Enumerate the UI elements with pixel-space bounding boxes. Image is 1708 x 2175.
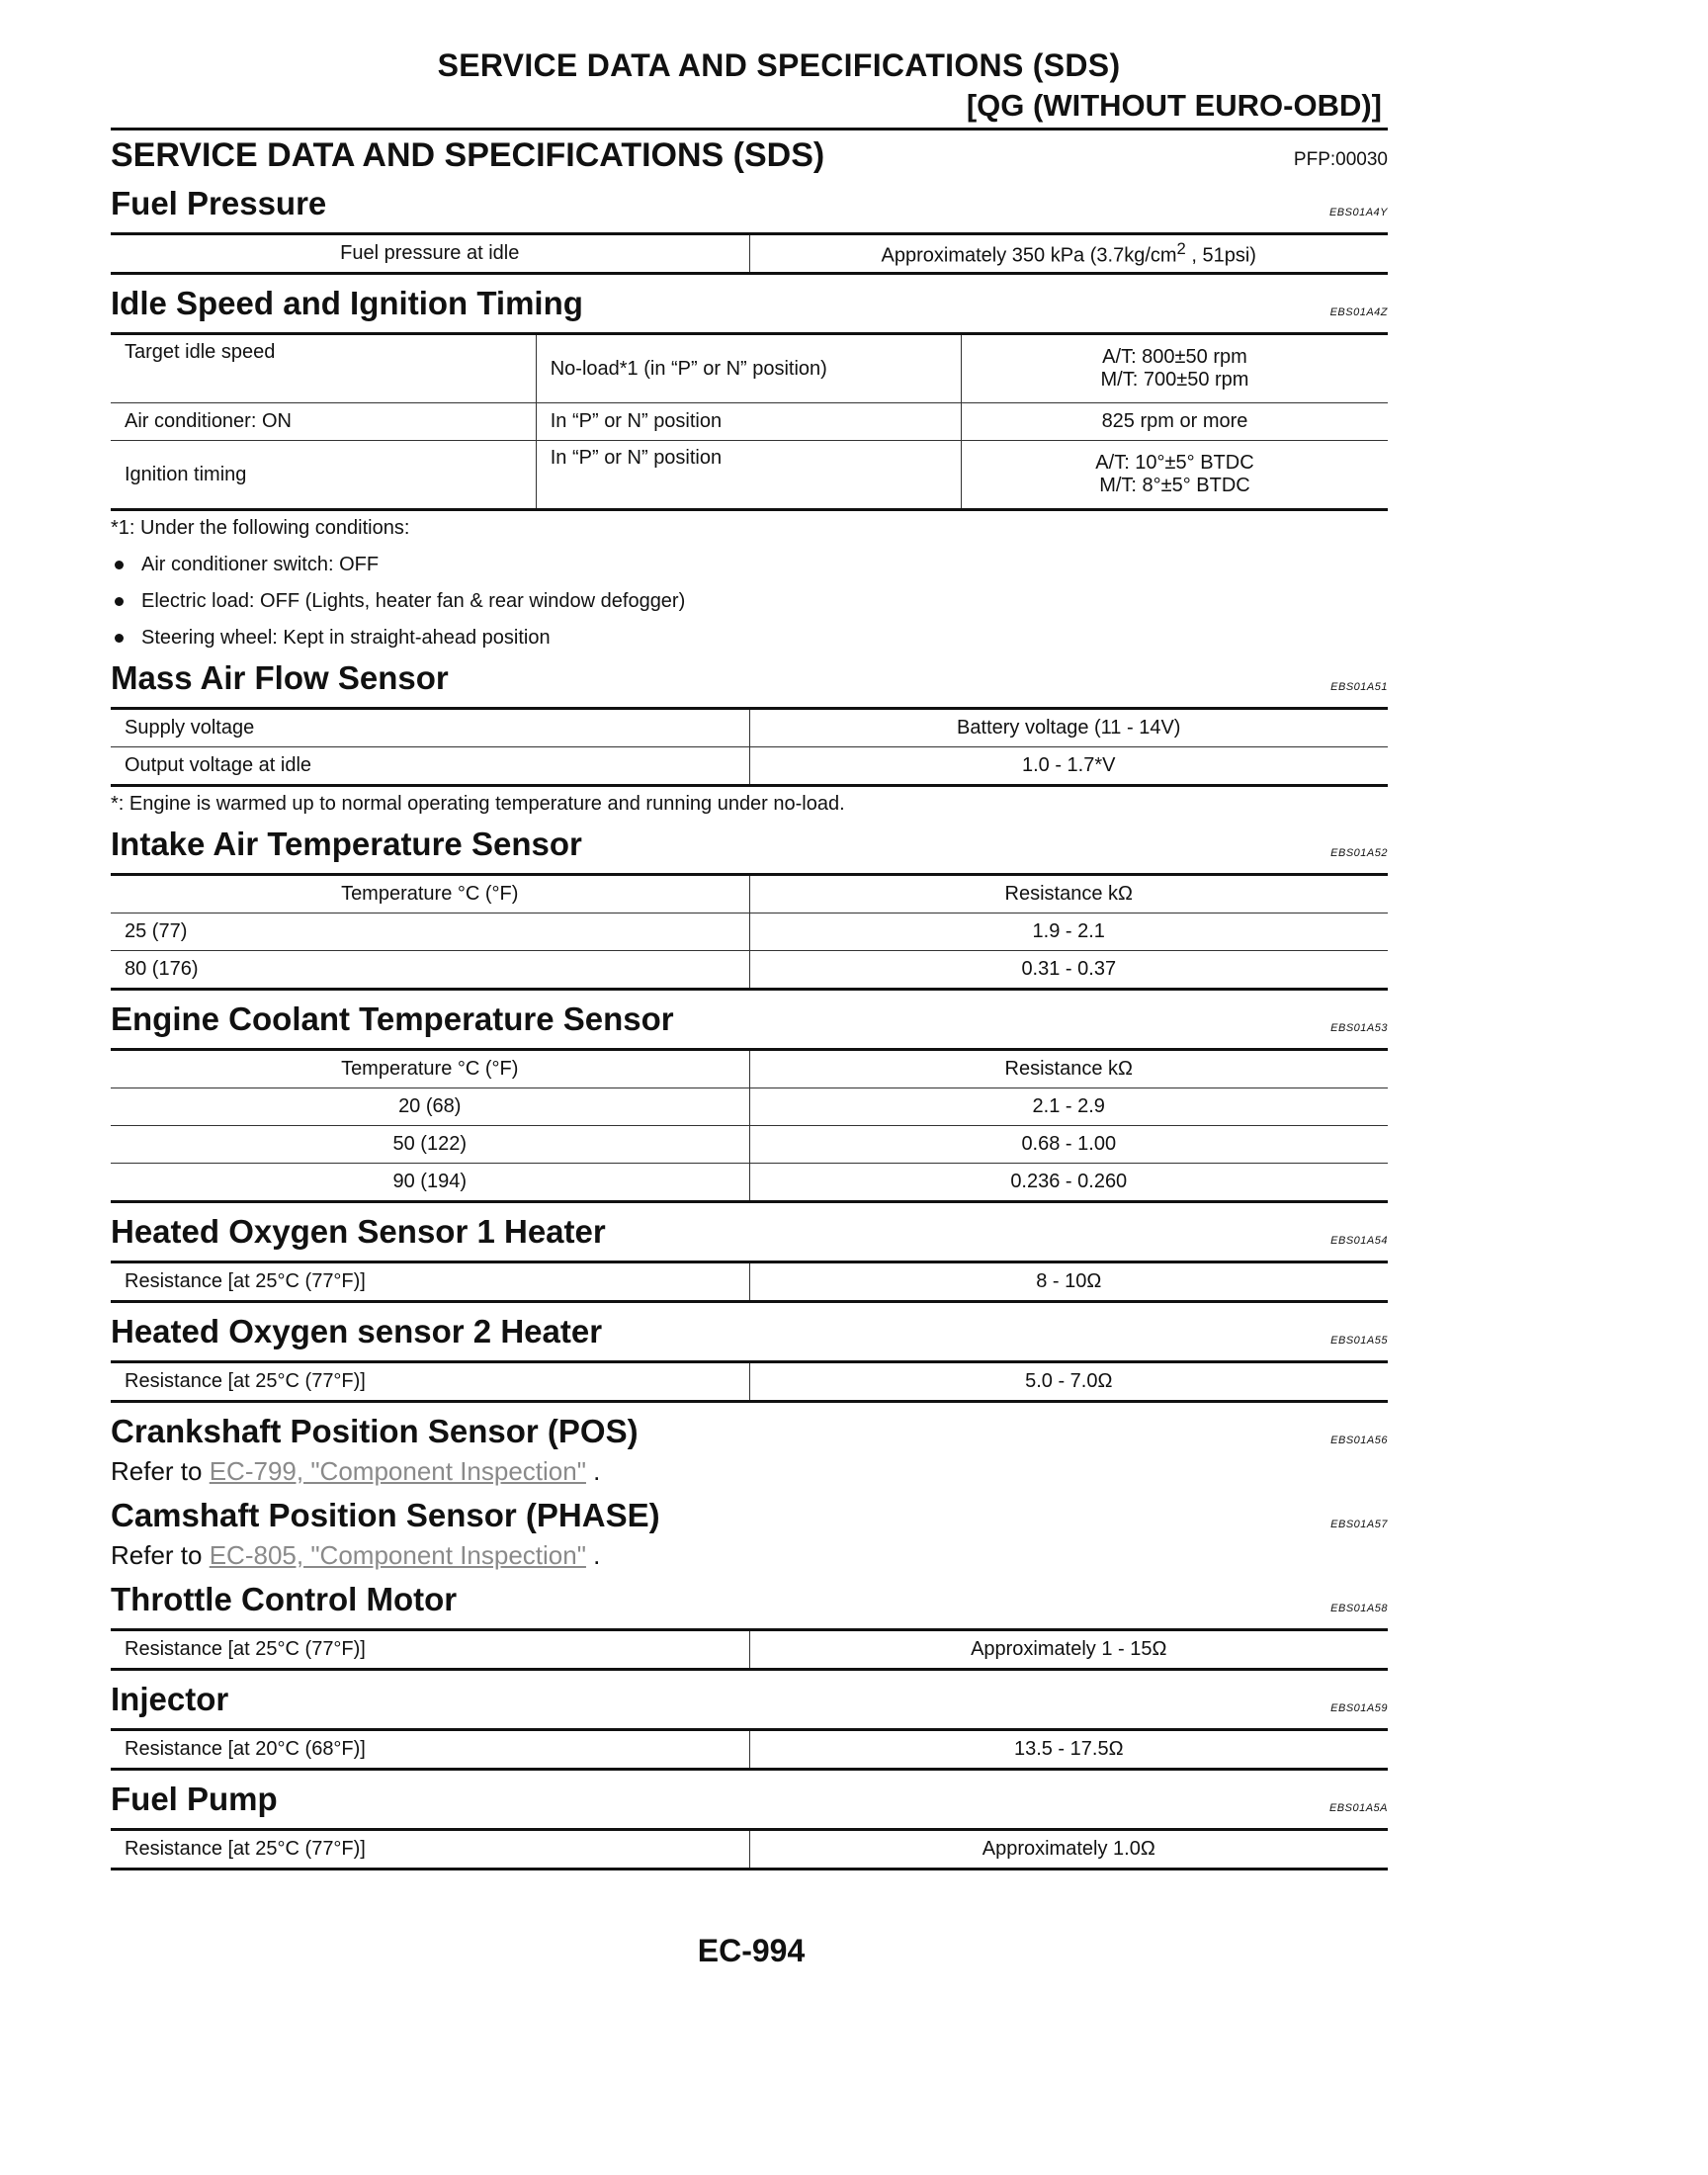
- cell: Output voltage at idle: [125, 754, 312, 776]
- header-rule: [111, 128, 1388, 130]
- list-item: Air conditioner switch: OFF: [111, 554, 1388, 576]
- cell: Resistance [at 20°C (68°F)]: [125, 1738, 366, 1760]
- list-item: Electric load: OFF (Lights, heater fan & rear window defogger): [111, 590, 1388, 613]
- table-row: [111, 747, 1388, 786]
- cell: In “P” or N” position: [536, 403, 961, 441]
- page-number: EC-994: [697, 1933, 806, 1968]
- pump-header: [111, 1781, 1388, 1818]
- cell: Battery voltage (11 - 14V): [749, 709, 1388, 747]
- ckp-title: Crankshaft Position Sensor (POS): [111, 1413, 639, 1449]
- pump-code: EBS01A5A: [1328, 1802, 1388, 1814]
- ho2s2-code: EBS01A55: [1330, 1335, 1388, 1347]
- ckp-header: [111, 1413, 1388, 1450]
- ect-title: Engine Coolant Temperature Sensor: [111, 1000, 674, 1037]
- cell: 0.68 - 1.00: [749, 1126, 1388, 1164]
- table-row: [111, 334, 1388, 403]
- cell: Supply voltage: [111, 709, 749, 747]
- cmp-header: [111, 1497, 1388, 1534]
- ho2s2-header: [111, 1313, 1388, 1350]
- column-header: Resistance kΩ: [749, 1050, 1388, 1088]
- tcm-table: [111, 1628, 1388, 1671]
- fuel-pressure-header: [111, 185, 1388, 222]
- column-header: Temperature °C (°F): [111, 1050, 749, 1088]
- table-row: [111, 403, 1388, 441]
- ckp-refer: Refer to EC-799, "Component Inspection" .: [111, 1456, 601, 1486]
- cell: 25 (77): [111, 914, 749, 951]
- table-row: [111, 441, 1388, 510]
- tcm-title: Throttle Control Motor: [111, 1581, 458, 1617]
- pfp-code: PFP:00030: [1293, 149, 1388, 170]
- bullet-icon: [115, 634, 124, 643]
- ect-code: EBS01A53: [1330, 1022, 1388, 1034]
- fuel-pressure-table: [111, 232, 1388, 275]
- cell: 80 (176): [125, 958, 199, 980]
- document-page: [111, 47, 1388, 1870]
- table-row: [111, 951, 1388, 990]
- list-item: Steering wheel: Kept in straight-ahead position: [111, 627, 1388, 650]
- header-title: SERVICE DATA AND SPECIFICATIONS (SDS): [437, 47, 1121, 83]
- cell: In “P” or N” position: [536, 441, 961, 510]
- table-row: [111, 1730, 1388, 1770]
- cell: 90 (194): [392, 1171, 467, 1192]
- cmp-refer: Refer to EC-805, "Component Inspection" .: [111, 1540, 601, 1570]
- pump-title: Fuel Pump: [111, 1781, 278, 1817]
- fuel-pressure-label: Fuel pressure at idle: [340, 242, 520, 264]
- main-section-header: [111, 136, 1388, 175]
- idle-header: [111, 285, 1388, 322]
- pump-table: [111, 1828, 1388, 1870]
- cell: 5.0 - 7.0Ω: [749, 1362, 1388, 1402]
- cmp-title: Camshaft Position Sensor (PHASE): [111, 1497, 660, 1533]
- iat-header: [111, 826, 1388, 863]
- cell: Ignition timing: [125, 463, 247, 485]
- bullet-icon: [115, 597, 124, 606]
- cell: Target idle speed: [111, 334, 536, 403]
- fuel-pressure-title: Fuel Pressure: [111, 185, 327, 221]
- tcm-header: [111, 1581, 1388, 1618]
- iat-title: Intake Air Temperature Sensor: [111, 826, 582, 862]
- ckp-reference-link[interactable]: EC-799, "Component Inspection": [209, 1456, 586, 1486]
- cell: Air conditioner: ON: [111, 403, 536, 441]
- table-row: [111, 709, 1388, 747]
- cmp-code: EBS01A57: [1330, 1519, 1388, 1530]
- iat-code: EBS01A52: [1330, 847, 1388, 859]
- cell: 13.5 - 17.5Ω: [749, 1730, 1388, 1770]
- table-row: [111, 1630, 1388, 1670]
- ckp-code: EBS01A56: [1330, 1435, 1388, 1446]
- cell: 1.9 - 2.1: [749, 914, 1388, 951]
- main-title: SERVICE DATA AND SPECIFICATIONS (SDS): [111, 136, 825, 174]
- table-row: [111, 1164, 1388, 1202]
- cell: Approximately 1.0Ω: [749, 1830, 1388, 1870]
- cell: 1.0 - 1.7*V: [749, 747, 1388, 786]
- column-header: Temperature °C (°F): [111, 875, 749, 914]
- table-row: [111, 1088, 1388, 1126]
- idle-table: [111, 332, 1388, 511]
- fuel-pressure-value: Approximately 350 kPa ($3.7kg/cm^2$ , 51psi): [749, 234, 1388, 274]
- cell: 50 (122): [111, 1126, 749, 1164]
- table-row: [111, 1830, 1388, 1870]
- cell: Resistance [at 25°C (77°F)]: [125, 1638, 366, 1660]
- cell: 825 rpm or more: [961, 403, 1388, 441]
- maf-title: Mass Air Flow Sensor: [111, 659, 449, 696]
- ho2s1-header: [111, 1213, 1388, 1251]
- ho2s1-title: Heated Oxygen Sensor 1 Heater: [111, 1213, 606, 1250]
- cell: Resistance [at 25°C (77°F)]: [125, 1370, 366, 1392]
- iat-table: [111, 873, 1388, 991]
- ho2s2-table: [111, 1360, 1388, 1403]
- cell: 20 (68): [111, 1088, 749, 1126]
- cell: Resistance [at 25°C (77°F)]: [125, 1838, 366, 1860]
- ho2s2-title: Heated Oxygen sensor 2 Heater: [111, 1313, 603, 1349]
- cell: Resistance [at 25°C (77°F)]: [125, 1270, 366, 1292]
- cell: 0.31 - 0.37: [749, 951, 1388, 990]
- ho2s1-table: [111, 1261, 1388, 1303]
- inj-title: Injector: [111, 1681, 229, 1717]
- fuel-pressure-code: EBS01A4Y: [1328, 207, 1388, 218]
- idle-code: EBS01A4Z: [1329, 306, 1388, 318]
- cell: No-load*1 (in “P” or N” position): [536, 334, 961, 403]
- idle-title: Idle Speed and Ignition Timing: [111, 285, 583, 321]
- table-row: [111, 1262, 1388, 1302]
- ho2s1-code: EBS01A54: [1330, 1235, 1388, 1247]
- table-header-row: [111, 1050, 1388, 1088]
- idle-note: *1: Under the following conditions:: [111, 517, 410, 539]
- ect-header: [111, 1000, 1388, 1038]
- inj-table: [111, 1728, 1388, 1771]
- inj-code: EBS01A59: [1330, 1702, 1388, 1714]
- table-row: [111, 234, 1388, 274]
- maf-code: EBS01A51: [1330, 681, 1388, 693]
- table-row: [111, 1126, 1388, 1164]
- column-header: Resistance kΩ: [749, 875, 1388, 914]
- table-header-row: [111, 875, 1388, 914]
- maf-table: [111, 707, 1388, 787]
- maf-note: *: Engine is warmed up to normal operating temperature and running under no-load.: [111, 793, 845, 815]
- table-row: [111, 914, 1388, 951]
- cmp-reference-link[interactable]: EC-805, "Component Inspection": [209, 1540, 586, 1570]
- maf-header: [111, 659, 1388, 697]
- table-row: [111, 1362, 1388, 1402]
- cell: 2.1 - 2.9: [749, 1088, 1388, 1126]
- header-subtitle: [QG (WITHOUT EURO-OBD)]: [966, 88, 1382, 123]
- cell: Approximately 1 - 15Ω: [749, 1630, 1388, 1670]
- cell: A/T: 10°±5° BTDC M/T: 8°±5° BTDC: [961, 441, 1388, 510]
- tcm-code: EBS01A58: [1330, 1603, 1388, 1614]
- bullet-icon: [115, 561, 124, 569]
- inj-header: [111, 1681, 1388, 1718]
- cell: A/T: 800±50 rpm M/T: 700±50 rpm: [961, 334, 1388, 403]
- cell: 8 - 10Ω: [749, 1262, 1388, 1302]
- cell: 0.236 - 0.260: [749, 1164, 1388, 1202]
- ect-table: [111, 1048, 1388, 1203]
